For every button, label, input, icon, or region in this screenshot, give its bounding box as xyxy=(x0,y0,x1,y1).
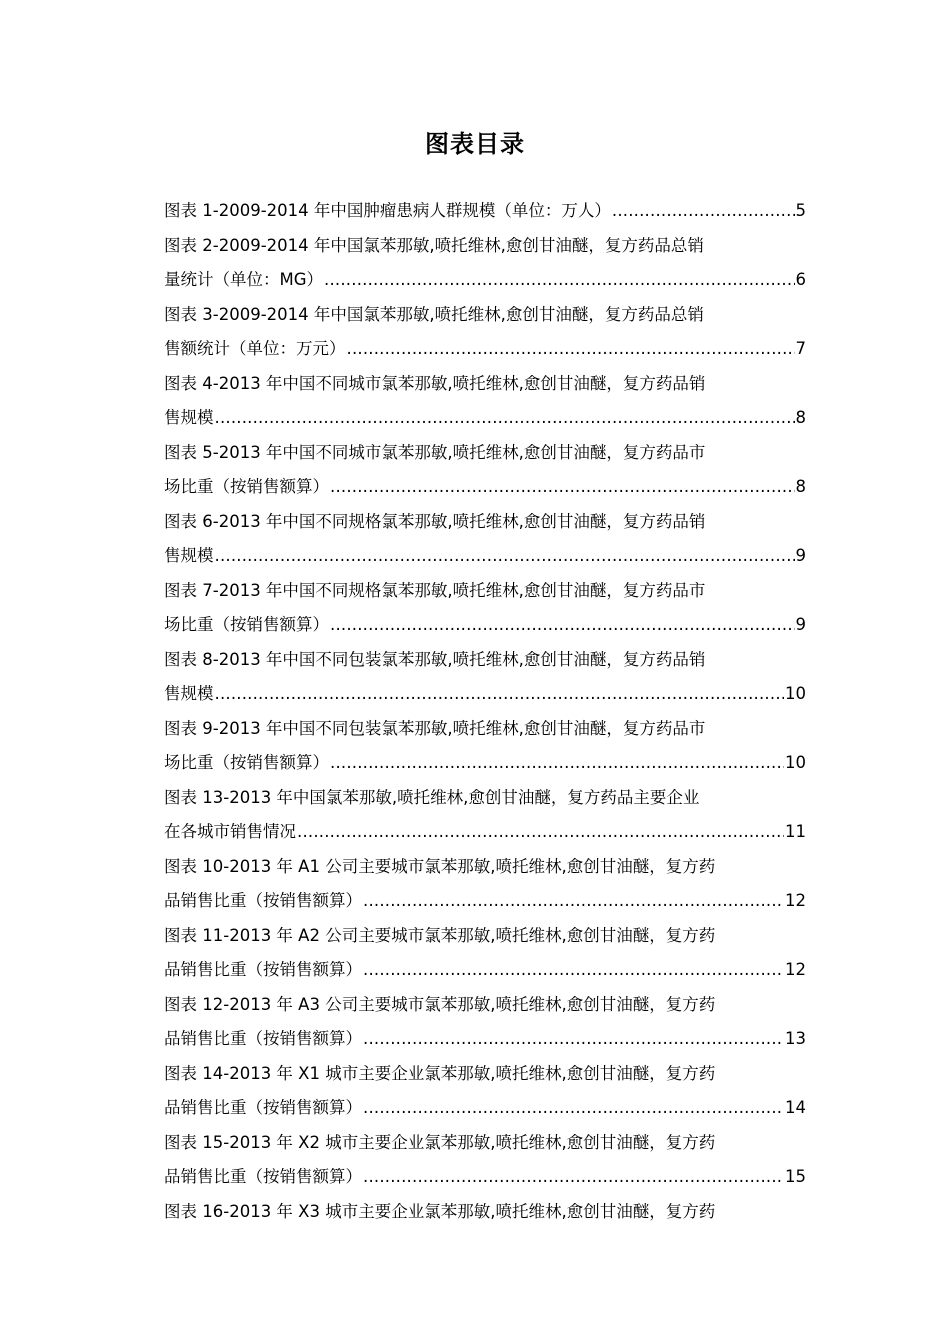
toc-entry-title: 售额统计（单位：万元） xyxy=(164,339,346,358)
toc-leader-dots xyxy=(215,677,785,712)
toc-entry-title: 售规模 xyxy=(164,684,214,703)
toc-leader-dots xyxy=(330,746,784,781)
toc-entry-title: 场比重（按销售额算） xyxy=(164,615,329,634)
toc-entry-line[interactable]: 图表 16-2013 年 X3 城市主要企业氯苯那敏,喷托维林,愈创甘油醚，复方药 xyxy=(164,1201,716,1221)
toc-entry-continuation[interactable] xyxy=(164,953,806,988)
toc-page-number: 9 xyxy=(795,615,806,634)
toc-page-number: 11 xyxy=(785,822,806,841)
toc-entry-line[interactable]: 图表 5-2013 年中国不同城市氯苯那敏,喷托维林,愈创甘油醚，复方药品市 xyxy=(164,442,706,462)
toc-entry-title: 品销售比重（按销售额算） xyxy=(164,1167,362,1186)
toc-entry-line[interactable]: 图表 13-2013 年中国氯苯那敏,喷托维林,愈创甘油醚，复方药品主要企业 xyxy=(164,787,700,807)
toc-entry-line[interactable]: 图表 9-2013 年中国不同包装氯苯那敏,喷托维林,愈创甘油醚，复方药品市 xyxy=(164,718,706,738)
toc-entry-line[interactable]: 图表 10-2013 年 A1 公司主要城市氯苯那敏,喷托维林,愈创甘油醚，复方药 xyxy=(164,856,716,876)
toc-leader-dots xyxy=(347,332,795,367)
toc-page-number: 12 xyxy=(785,891,806,910)
toc-entry-title: 售规模 xyxy=(164,546,214,565)
toc-page-number: 8 xyxy=(795,477,806,496)
toc-entry-title: 在各城市销售情况 xyxy=(164,822,296,841)
toc-entry-continuation[interactable] xyxy=(164,332,806,367)
toc-leader-dots xyxy=(363,953,784,988)
toc-page-number: 6 xyxy=(795,270,806,289)
toc-entry-line[interactable]: 图表 8-2013 年中国不同包装氯苯那敏,喷托维林,愈创甘油醚，复方药品销 xyxy=(164,649,706,669)
toc-leader-dots xyxy=(215,539,795,574)
toc-entry-title: 品销售比重（按销售额算） xyxy=(164,1029,362,1048)
toc-leader-dots xyxy=(363,1160,784,1195)
toc-page-number: 5 xyxy=(795,201,806,220)
toc-entry-continuation[interactable] xyxy=(164,746,806,781)
toc-leader-dots xyxy=(363,884,784,919)
table-of-figures xyxy=(164,194,806,1229)
toc-entry-continuation[interactable] xyxy=(164,1160,806,1195)
toc-page-number: 7 xyxy=(795,339,806,358)
page-title: 图表目录 xyxy=(425,130,525,158)
toc-page-number: 10 xyxy=(785,684,806,703)
toc-entry-line[interactable]: 图表 15-2013 年 X2 城市主要企业氯苯那敏,喷托维林,愈创甘油醚，复方药 xyxy=(164,1132,716,1152)
toc-page-number: 15 xyxy=(785,1167,806,1186)
toc-page-number: 10 xyxy=(785,753,806,772)
toc-entry-continuation[interactable] xyxy=(164,263,806,298)
toc-entry-continuation[interactable] xyxy=(164,1091,806,1126)
toc-entry-continuation[interactable] xyxy=(164,677,806,712)
toc-leader-dots xyxy=(363,1022,784,1057)
toc-leader-dots xyxy=(612,194,795,229)
toc-entry-title: 品销售比重（按销售额算） xyxy=(164,960,362,979)
toc-leader-dots xyxy=(215,401,795,436)
toc-page-number: 8 xyxy=(795,408,806,427)
toc-entry-title: 场比重（按销售额算） xyxy=(164,753,329,772)
toc-entry-title: 图表 1-2009-2014 年中国肿瘤患病人群规模（单位：万人） xyxy=(164,201,611,220)
toc-entry-line[interactable]: 图表 6-2013 年中国不同规格氯苯那敏,喷托维林,愈创甘油醚，复方药品销 xyxy=(164,511,706,531)
toc-entry-continuation[interactable] xyxy=(164,401,806,436)
toc-leader-dots xyxy=(363,1091,784,1126)
toc-entry-title: 售规模 xyxy=(164,408,214,427)
toc-entry-continuation[interactable] xyxy=(164,608,806,643)
toc-entry-title: 场比重（按销售额算） xyxy=(164,477,329,496)
toc-entry-continuation[interactable] xyxy=(164,1022,806,1057)
toc-entry[interactable] xyxy=(164,194,806,229)
toc-page-number: 13 xyxy=(785,1029,806,1048)
toc-page-number: 14 xyxy=(785,1098,806,1117)
toc-leader-dots xyxy=(330,608,795,643)
toc-entry-continuation[interactable] xyxy=(164,815,806,850)
toc-entry-line[interactable]: 图表 4-2013 年中国不同城市氯苯那敏,喷托维林,愈创甘油醚，复方药品销 xyxy=(164,373,706,393)
toc-entry-line[interactable]: 图表 2-2009-2014 年中国氯苯那敏,喷托维林,愈创甘油醚，复方药品总销 xyxy=(164,235,704,255)
toc-page-number: 12 xyxy=(785,960,806,979)
toc-entry-continuation[interactable] xyxy=(164,470,806,505)
toc-entry-line[interactable]: 图表 3-2009-2014 年中国氯苯那敏,喷托维林,愈创甘油醚，复方药品总销 xyxy=(164,304,704,324)
toc-entry-title: 品销售比重（按销售额算） xyxy=(164,891,362,910)
toc-entry-line[interactable]: 图表 12-2013 年 A3 公司主要城市氯苯那敏,喷托维林,愈创甘油醚，复方药 xyxy=(164,994,716,1014)
toc-entry-line[interactable]: 图表 11-2013 年 A2 公司主要城市氯苯那敏,喷托维林,愈创甘油醚，复方药 xyxy=(164,925,716,945)
toc-entry-continuation[interactable] xyxy=(164,884,806,919)
toc-leader-dots xyxy=(297,815,784,850)
toc-page-number: 9 xyxy=(795,546,806,565)
toc-entry-title: 量统计（单位：MG） xyxy=(164,270,324,289)
toc-entry-title: 品销售比重（按销售额算） xyxy=(164,1098,362,1117)
toc-entry-continuation[interactable] xyxy=(164,539,806,574)
toc-leader-dots xyxy=(330,470,795,505)
toc-entry-line[interactable]: 图表 7-2013 年中国不同规格氯苯那敏,喷托维林,愈创甘油醚，复方药品市 xyxy=(164,580,706,600)
toc-entry-line[interactable]: 图表 14-2013 年 X1 城市主要企业氯苯那敏,喷托维林,愈创甘油醚，复方药 xyxy=(164,1063,716,1083)
toc-leader-dots xyxy=(324,263,794,298)
